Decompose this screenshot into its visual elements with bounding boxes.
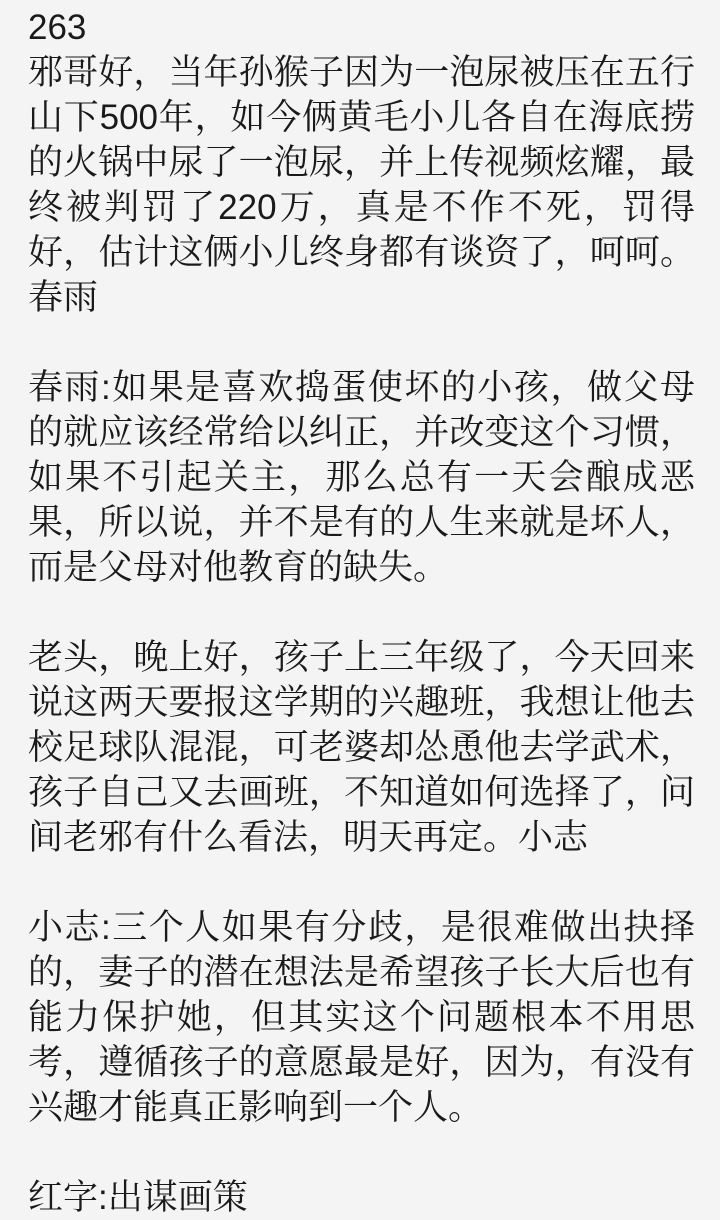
paragraph-reply-xiaozhi: 小志:三个人如果有分歧，是很难做出抉择的，妻子的潜在想法是希望孩子长大后也有能力保护她，但其实这个问题根本不用思考，遵循孩子的意愿最是好，因为，有没有兴趣才能真正影响到一个人。 [28,908,695,1127]
paragraph-message-1: 邪哥好，当年孙猴子因为一泡尿被压在五行山下500年，如今俩黄毛小儿各自在海底捞的火锅中尿了一泡尿，并上传视频炫耀，最终被判罚了220万，真是不作不死，罚得好，估计这俩小儿终身都有谈资了，呵呵。春雨 [28,53,695,317]
paragraph-reply-chunyu: 春雨:如果是喜欢捣蛋使坏的小孩，做父母的就应该经常给以纠正，并改变这个习惯，如果不引起关主，那么总有一天会酿成恶果，所以说，并不是有的人生来就是坏人，而是父母对他教育的缺失。 [28,368,695,587]
page-number: 263 [28,8,87,47]
footnote-line: 红字:出谋画策 [28,1178,248,1217]
paragraph-message-2: 老头，晚上好，孩子上三年级了，今天回来说这两天要报这学期的兴趣班，我想让他去校足球队混混，可老婆却怂恿他去学武术，孩子自己又去画班，不知道如何选择了，问间老邪有什么看法，明天再定。小志 [28,638,695,857]
